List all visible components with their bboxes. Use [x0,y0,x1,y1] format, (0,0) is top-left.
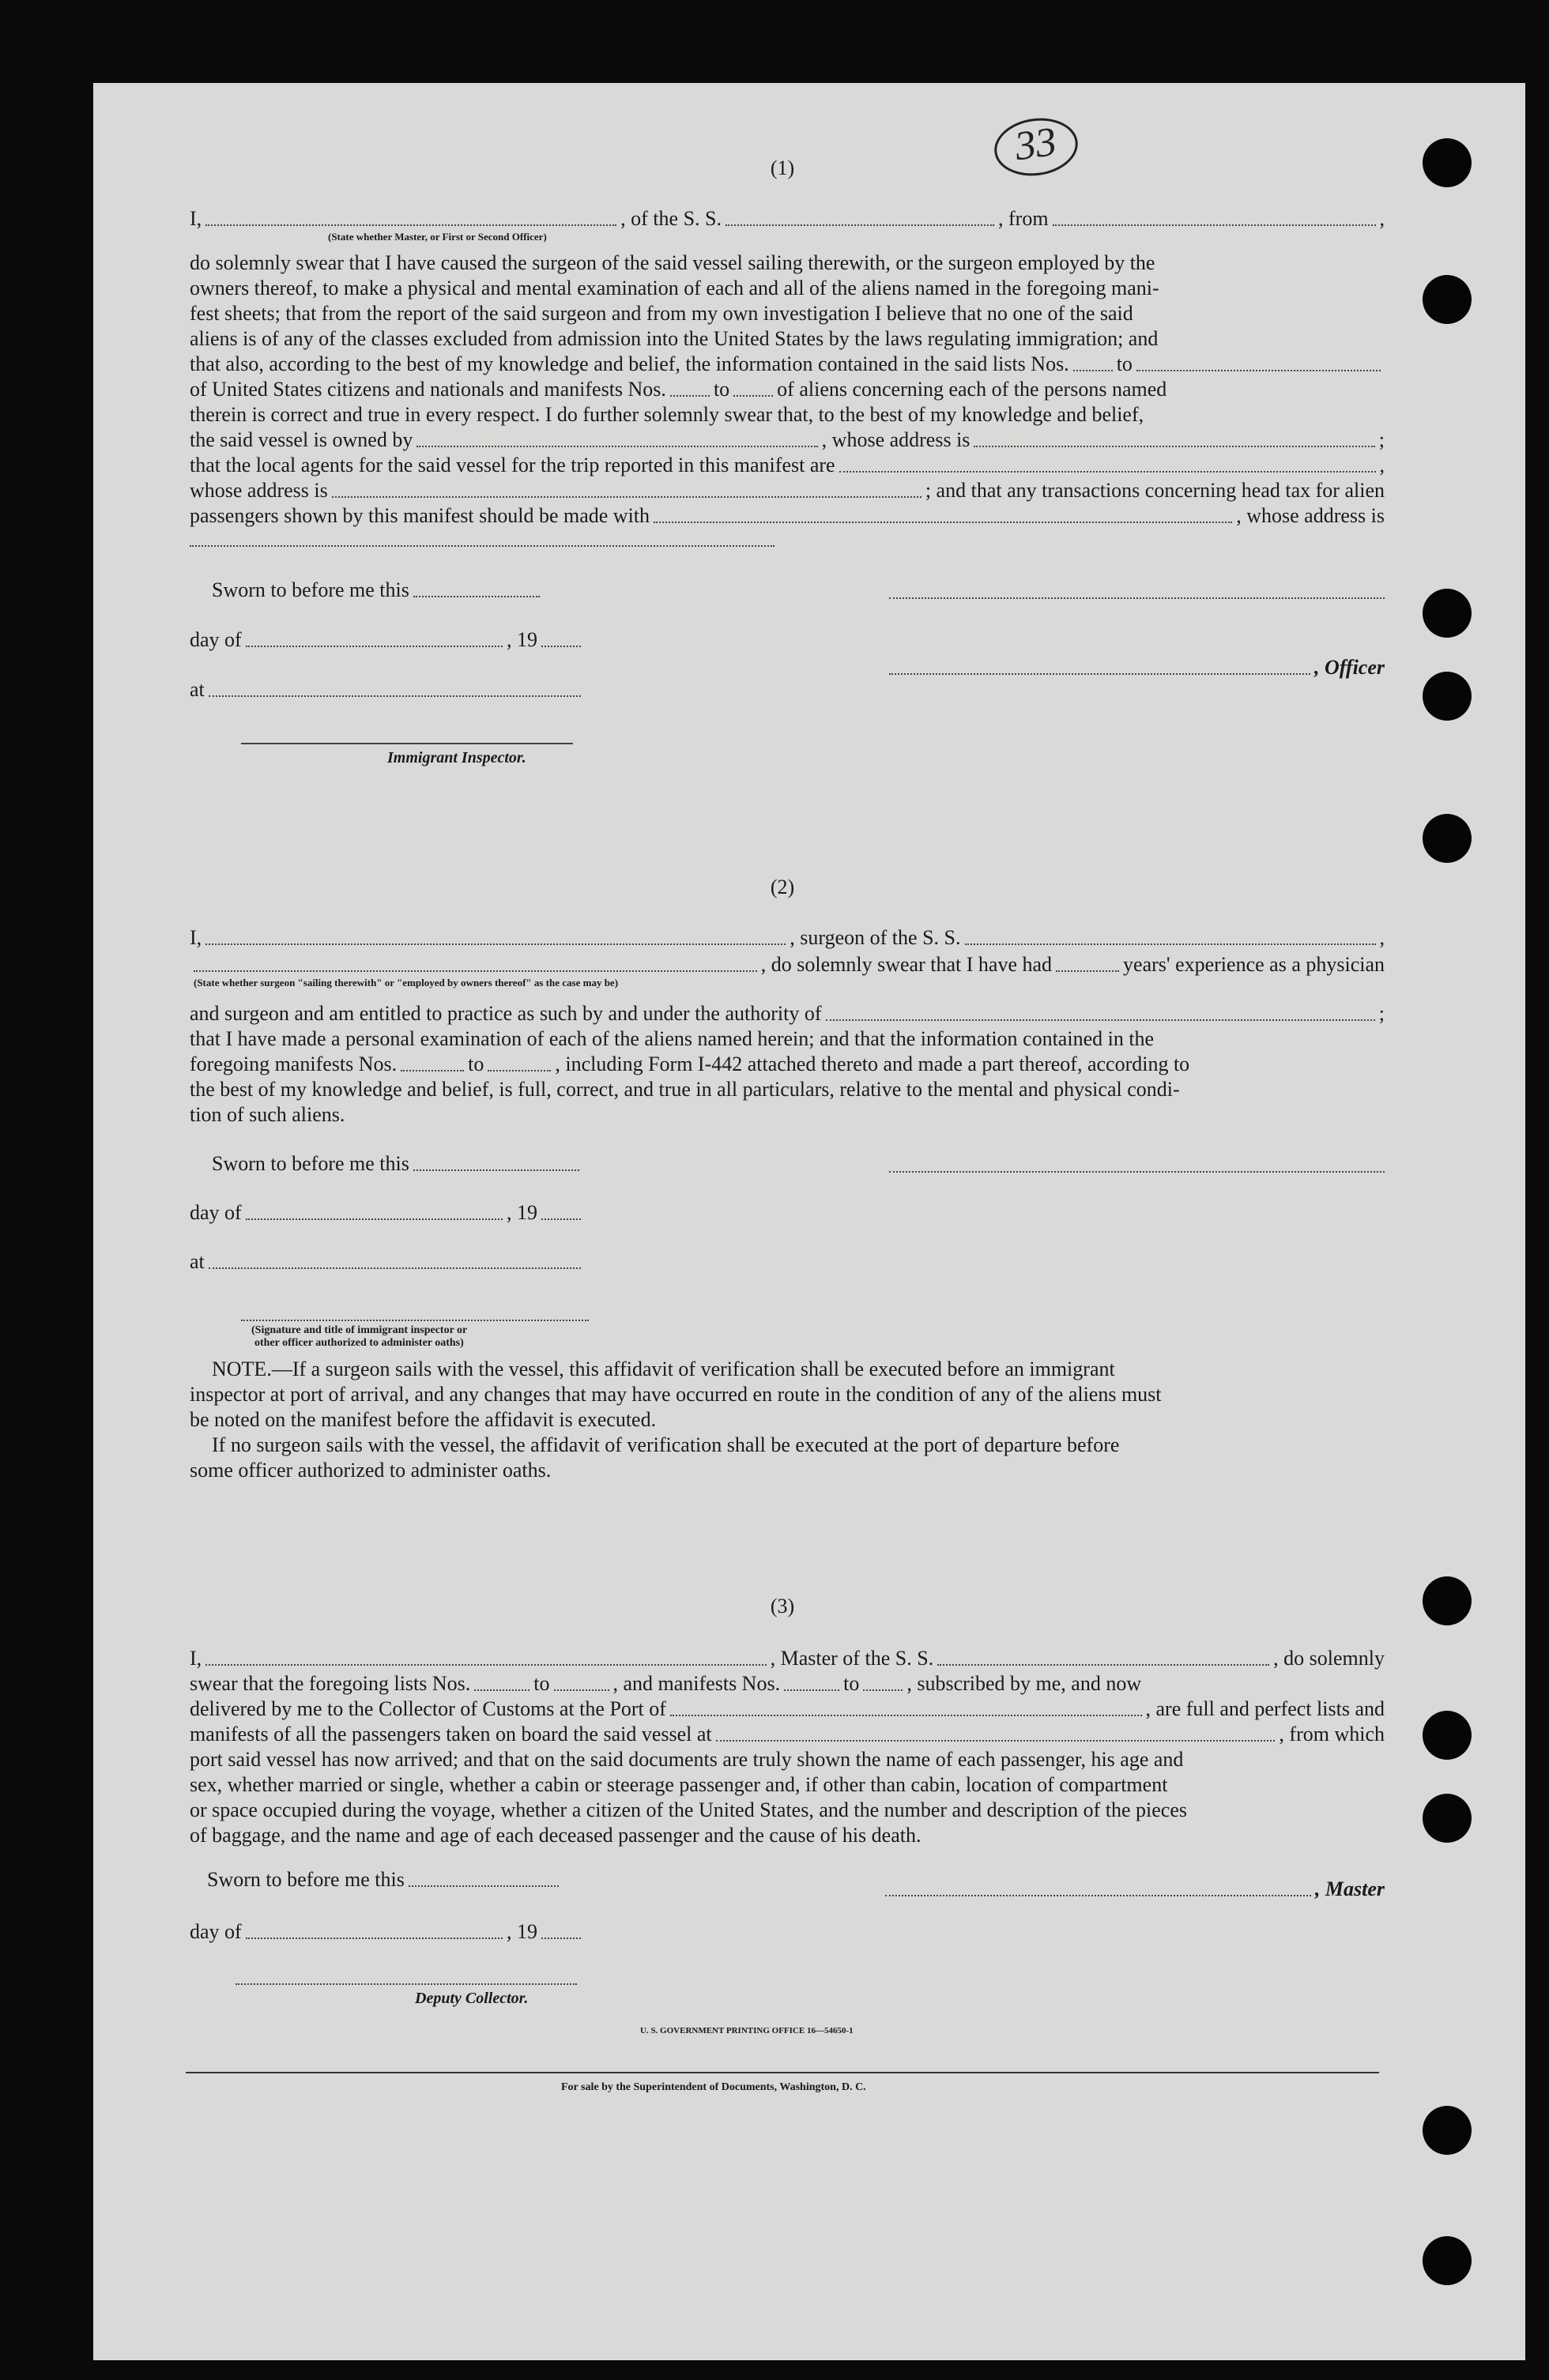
s1-line-8: therein is correct and true in every respect. I do further solemnly swear that, to the best of my knowledge and belief, [190,403,1144,426]
s2-at: at [190,1250,585,1274]
s2-day-of: day of , 19 [190,1201,585,1225]
s2-line-1: I, , surgeon of the S. S. , [190,926,1385,949]
s1-inspector-label: Immigrant Inspector. [387,749,526,766]
s1-inspector-sig-line [241,743,573,744]
s1-line-4: fest sheets; that from the report of the said surgeon and from my own investigation I believe that no one of the said [190,302,1133,325]
s2-note2-line-2: some officer authorized to administer oaths. [190,1459,552,1482]
s2-sig-caption-2: other officer authorized to administer oaths) [254,1337,464,1349]
s2-line-3: and surgeon and am entitled to practice as such by and under the authority of ; [190,1002,1385,1025]
s2-line-2: , do solemnly swear that I have had years' experience as a physician [190,953,1385,977]
s1-line-5: aliens is of any of the classes excluded from admission into the United States by the laws regulating immigration; and [190,327,1159,350]
s1-day-of: day of , 19 [190,628,585,652]
s1-line-2: do solemnly swear that I have caused the surgeon of the said vessel sailing therewith, or the surgeon employed by the [190,251,1155,274]
s3-line-5: port said vessel has now arrived; and that on the said documents are truly shown the name of each passenger, his age and [190,1748,1184,1771]
s1-line-11: whose address is ; and that any transactions concerning head tax for alien [190,479,1385,502]
punch-hole [1423,672,1472,721]
punch-hole [1423,275,1472,324]
s1-blank-line [190,545,774,547]
gpo-imprint: U. S. GOVERNMENT PRINTING OFFICE 16—54650-1 [640,2026,854,2035]
s3-master: , Master [881,1877,1385,1901]
s1-caption: (State whether Master, or First or Second Officer) [328,231,547,243]
s1-line-10: that the local agents for the said vessel for the trip reported in this manifest are , [190,454,1385,476]
handwritten-page-number: 33 [991,113,1082,181]
punch-hole [1423,1794,1472,1843]
s2-note-line-2: inspector at port of arrival, and any changes that may have occurred en route in the condition of any of the aliens must [190,1383,1162,1406]
s2-sig-caption-1: (Signature and title of immigrant inspector or [251,1324,468,1336]
s2-note-line-1: NOTE.—If a surgeon sails with the vessel, this affidavit of verification shall be executed before an immigrant [212,1358,1115,1380]
punch-hole [1423,814,1472,863]
s1-line-12: passengers shown by this manifest should be made with , whose address is [190,504,1385,527]
s3-day-of: day of , 19 [190,1920,585,1944]
punch-hole [1423,138,1472,187]
punch-hole [1423,1576,1472,1625]
s2-sworn: Sworn to before me this [212,1152,583,1176]
s1-at: at [190,678,585,702]
s3-sworn: Sworn to before me this [207,1868,563,1892]
s1-line-7: of United States citizens and nationals and manifests Nos. to of aliens concerning each of the persons named [190,378,1167,401]
s3-line-2: swear that the foregoing lists Nos. to , and manifests Nos. to , subscribed by me, and now [190,1672,1142,1695]
s3-line-3: delivered by me to the Collector of Customs at the Port of , are full and perfect lists and [190,1697,1385,1720]
sale-notice: For sale by the Superintendent of Documents, Washington, D. C. [561,2081,866,2093]
s1-sworn: Sworn to before me this [212,578,544,602]
s1-officer-line-top [889,597,1385,599]
footer-rule [186,2072,1379,2073]
section-1-heading: (1) [770,156,795,179]
s2-line-5: foregoing manifests Nos. to , including Form I-442 attached thereto and made a part thereof, according to [190,1053,1190,1075]
section-2-heading: (2) [770,876,795,898]
punch-hole [1423,2106,1472,2155]
s3-line-1: I, , Master of the S. S. , do solemnly [190,1647,1385,1670]
punch-hole [1423,589,1472,638]
s3-line-4: manifests of all the passengers taken on board the said vessel at , from which [190,1723,1385,1745]
s3-line-8: of baggage, and the name and age of each deceased passenger and the cause of his death. [190,1824,921,1847]
s2-line-4: that I have made a personal examination of each of the aliens named herein; and that the information contained in the [190,1027,1155,1050]
s2-note2-line-1: If no surgeon sails with the vessel, the affidavit of verification shall be executed at the port of departure before [212,1433,1120,1456]
s3-line-7: or space occupied during the voyage, whether a citizen of the United States, and the number and description of the pieces [190,1798,1188,1821]
s2-inspector-sig-line [241,1320,589,1321]
s2-line-7: tion of such aliens. [190,1103,345,1126]
s1-officer: , Officer [885,656,1385,680]
punch-hole [1423,2236,1472,2285]
s1-line-3: owners thereof, to make a physical and mental examination of each and all of the aliens named in the foregoing mani- [190,277,1159,299]
s3-collector-label: Deputy Collector. [415,1990,529,2007]
s1-line-1: I, , of the S. S. , from , [190,207,1385,230]
s2-caption: (State whether surgeon "sailing therewith" or "employed by owners thereof" as the case may be) [194,977,619,989]
s1-line-6: that also, according to the best of my knowledge and belief, the information contained in the said lists Nos. to [190,352,1385,376]
s3-collector-sig-line [236,1983,577,1985]
s2-line-6: the best of my knowledge and belief, is full, correct, and true in all particulars, relative to the mental and physical condi- [190,1078,1180,1101]
section-3-heading: (3) [770,1595,795,1617]
s1-line-9: the said vessel is owned by , whose address is ; [190,428,1385,451]
s2-note-line-3: be noted on the manifest before the affidavit is executed. [190,1408,657,1431]
punch-hole [1423,1711,1472,1760]
s3-line-6: sex, whether married or single, whether a cabin or steerage passenger and, if other than cabin, location of compartment [190,1773,1168,1796]
s2-signature-line [889,1171,1385,1173]
